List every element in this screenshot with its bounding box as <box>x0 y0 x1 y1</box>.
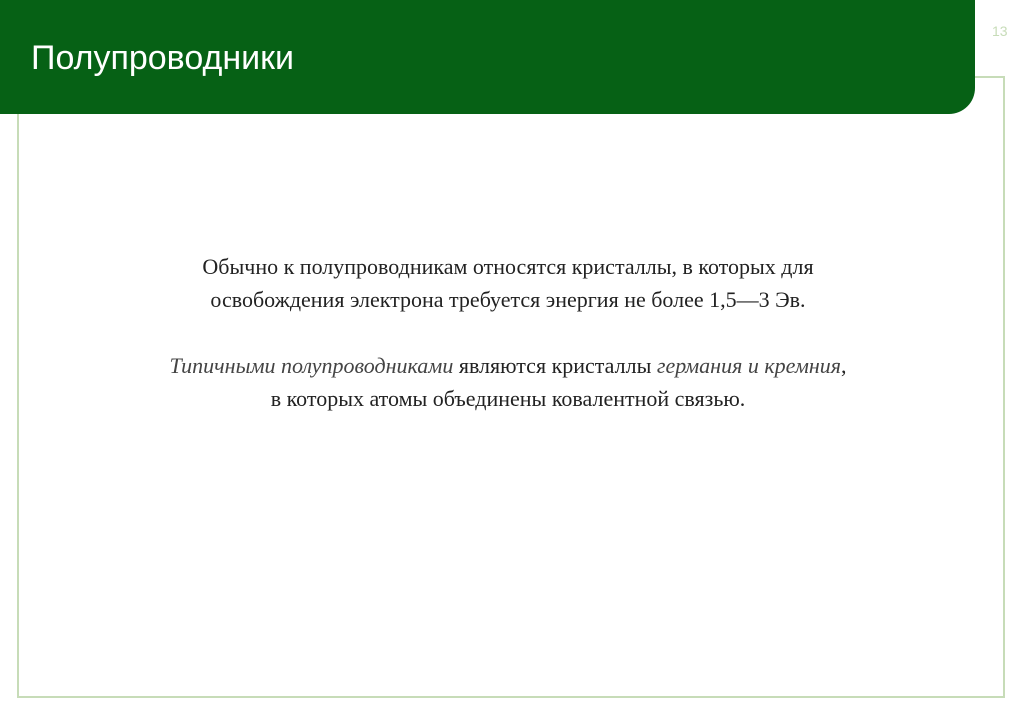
paragraph-definition-line-2: освобождения электрона требуется энергия не более 1,5—3 Эв. <box>210 287 806 312</box>
paragraph-definition <box>60 250 956 316</box>
term-germanium-silicon: германия и кремния <box>656 353 842 378</box>
paragraph-definition-line-1: Обычно к полупроводникам относятся кристаллы, в которых для <box>202 254 814 279</box>
slide-body <box>60 250 956 415</box>
paragraph-examples-line-2: в которых атомы объединены ковалентной связью. <box>270 386 746 411</box>
title-bar <box>0 0 975 114</box>
page-number: 13 <box>992 23 1008 39</box>
paragraph-examples-text-1: являются кристаллы <box>453 353 657 378</box>
term-typical-semiconductors: Типичными полупроводниками <box>169 353 454 378</box>
paragraph-examples <box>60 349 956 415</box>
paragraph-examples-text-2: , <box>841 353 847 378</box>
slide-title: Полупроводники <box>31 39 294 77</box>
